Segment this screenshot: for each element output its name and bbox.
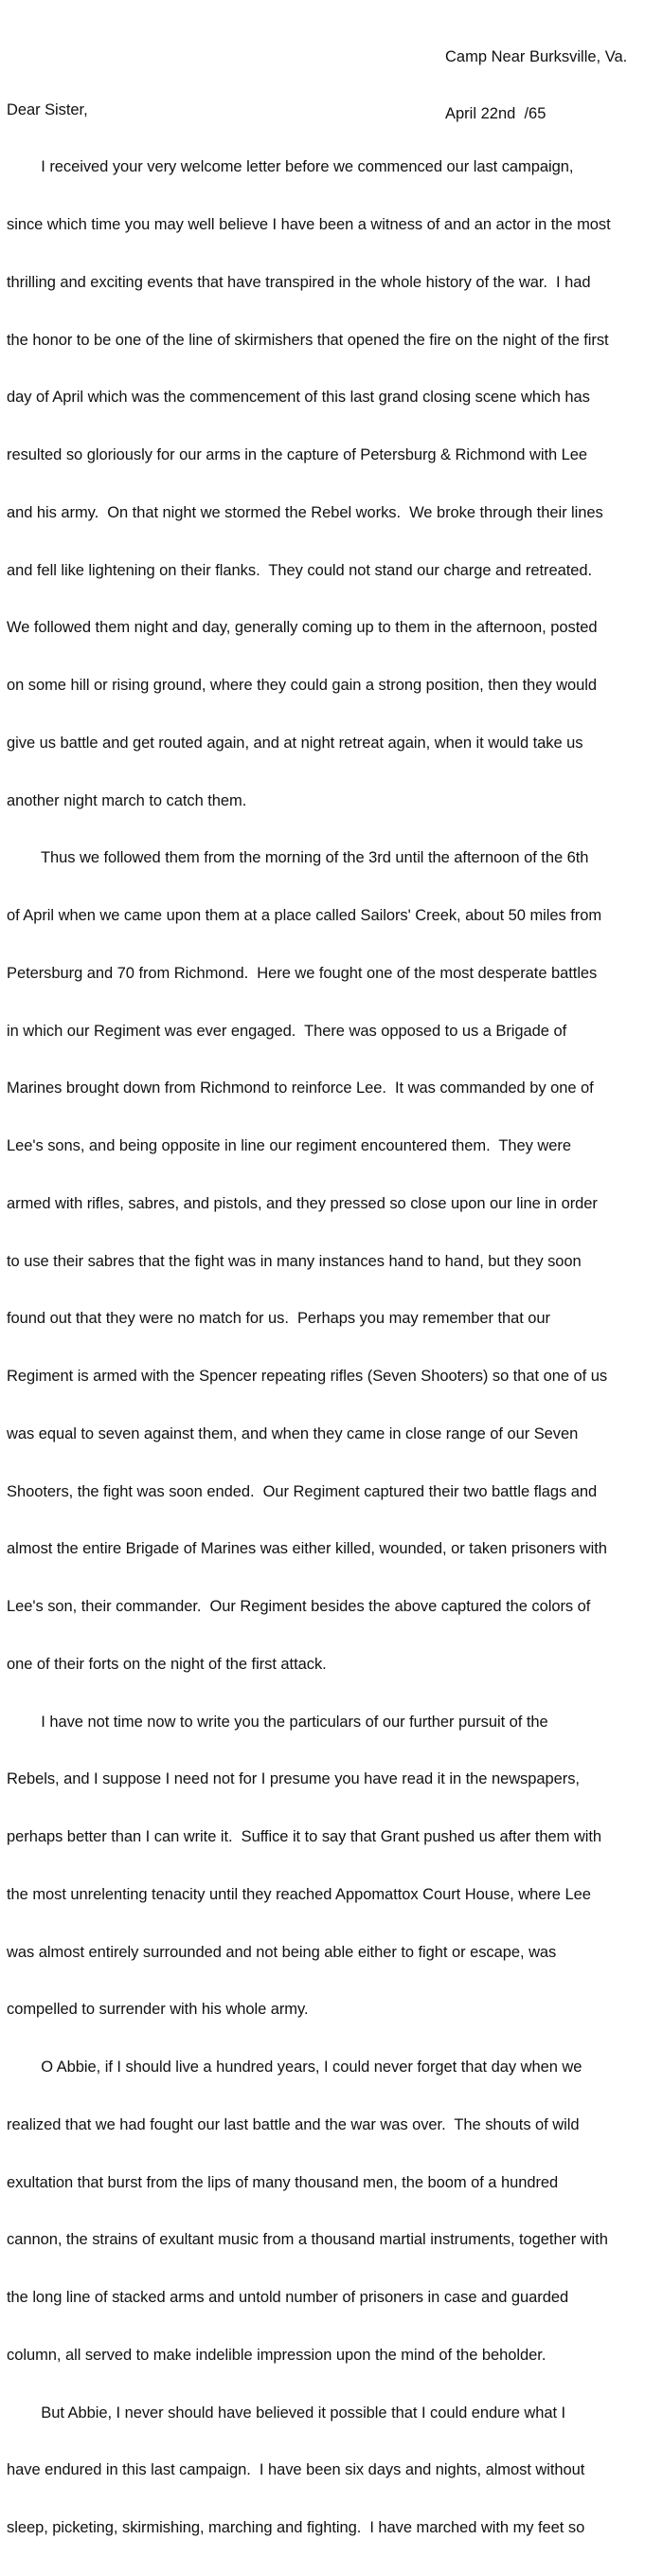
- body-line: of April when we came upon them at a place called Sailors' Creek, about 50 miles from: [7, 907, 602, 924]
- body-line: found out that they were no match for us. Perhaps you may remember that our: [7, 1310, 550, 1328]
- body-line: have endured in this last campaign. I have been six days and nights, almost without: [7, 2461, 585, 2479]
- body-line: perhaps better than I can write it. Suffice it to say that Grant pushed us after them with: [7, 1828, 601, 1845]
- body-line: Shooters, the fight was soon ended. Our Regiment captured their two battle flags and: [7, 1482, 598, 1500]
- body-line: the most unrelenting tenacity until they reached Appomattox Court House, where Lee: [7, 1885, 591, 1903]
- header-place: Camp Near Burksville, Va.: [445, 48, 628, 65]
- body-line: compelled to surrender with his whole army.: [7, 2001, 309, 2019]
- body-line: and fell like lightening on their flanks. They could not stand our charge and retreated.: [7, 561, 593, 579]
- body-line: Rebels, and I suppose I need not for I presume you have read it in the newspapers,: [7, 1770, 580, 1788]
- body-line: one of their forts on the night of the first attack.: [7, 1655, 327, 1673]
- body-line: since which time you may well believe I have been a witness of and an actor in the most: [7, 216, 611, 233]
- body-line: exultation that burst from the lips of many thousand men, the boom of a hundred: [7, 2173, 559, 2191]
- salutation: Dear Sister,: [7, 100, 88, 118]
- body-line: column, all served to make indelible impression upon the mind of the beholder.: [7, 2346, 547, 2364]
- body-line: give us battle and get routed again, and at night retreat again, when it would take us: [7, 734, 583, 752]
- body-line: on some hill or rising ground, where they could gain a strong position, then they would: [7, 677, 598, 694]
- body-line: day of April which was the commencement of this last grand closing scene which has: [7, 389, 590, 407]
- body-line: thrilling and exciting events that have transpired in the whole history of the war. I had: [7, 273, 591, 291]
- body-line: to use their sabres that the fight was in many instances hand to hand, but they soon: [7, 1252, 582, 1270]
- body-line: We followed them night and day, generally coming up to them in the afternoon, posted: [7, 619, 598, 637]
- body-line: and his army. On that night we stormed the Rebel works. We broke through their lines: [7, 503, 603, 521]
- body-line: Marines brought down from Richmond to reinforce Lee. It was commanded by one of: [7, 1079, 594, 1098]
- body-line: the honor to be one of the line of skirmishers that opened the fire on the night of the first: [7, 331, 609, 349]
- letter-body: [7, 62, 660, 2576]
- body-line: O Abbie, if I should live a hundred years, I could never forget that day when we: [7, 2059, 582, 2076]
- body-line: almost the entire Brigade of Marines was either killed, wounded, or taken prisoners with: [7, 1540, 607, 1558]
- body-line: in which our Regiment was ever engaged. There was opposed to us a Brigade of: [7, 1022, 567, 1040]
- body-line: Lee's sons, and being opposite in line our regiment encountered them. They were: [7, 1137, 571, 1154]
- body-line: I received your very welcome letter before we commenced our last campaign,: [7, 158, 574, 176]
- body-line: But Abbie, I never should have believed it possible that I could endure what I: [7, 2404, 566, 2422]
- body-line: was equal to seven against them, and when they came in close range of our Seven: [7, 1424, 579, 1442]
- body-line: Thus we followed them from the morning of the 3rd until the afternoon of the 6th: [7, 849, 589, 867]
- body-line: the long line of stacked arms and untold number of prisoners in case and guarded: [7, 2289, 569, 2306]
- body-line: armed with rifles, sabres, and pistols, and they pressed so close upon our line in order: [7, 1194, 598, 1212]
- body-line: Lee's son, their commander. Our Regiment besides the above captured the colors of: [7, 1598, 591, 1615]
- body-line: resulted so gloriously for our arms in the capture of Petersburg & Richmond with Lee: [7, 446, 588, 463]
- body-line: another night march to catch them.: [7, 791, 247, 809]
- body-line: Petersburg and 70 from Richmond. Here we fought one of the most desperate battles: [7, 964, 598, 982]
- body-line: I have not time now to write you the particulars of our further pursuit of the: [7, 1713, 548, 1731]
- body-line: sleep, picketing, skirmishing, marching and fighting. I have marched with my feet so: [7, 2519, 585, 2536]
- body-line: realized that we had fought our last battle and the war was over. The shouts of wild: [7, 2115, 580, 2133]
- body-line: was almost entirely surrounded and not being able either to fight or escape, was: [7, 1943, 557, 1961]
- header-date: April 22nd /65: [445, 105, 547, 123]
- body-line: Regiment is armed with the Spencer repeating rifles (Seven Shooters) so that one of us: [7, 1368, 608, 1385]
- body-line: cannon, the strains of exultant music from a thousand martial instruments, together with: [7, 2231, 608, 2249]
